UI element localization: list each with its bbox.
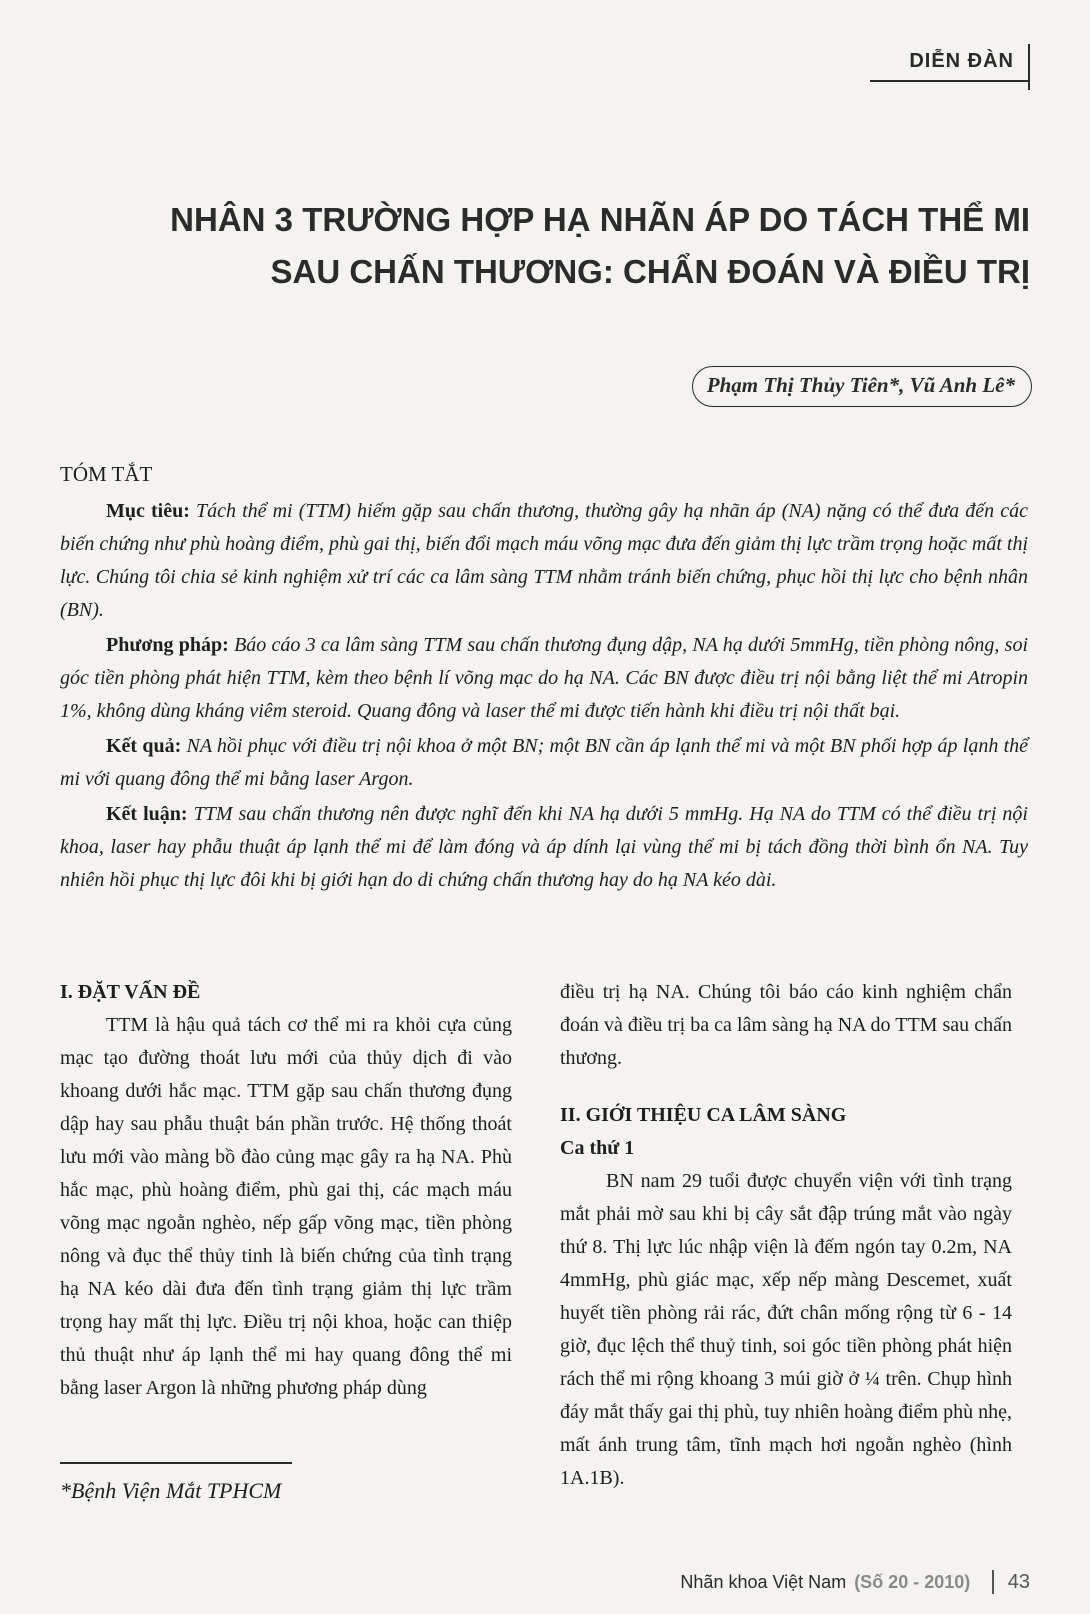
footnote-rule xyxy=(60,1462,292,1464)
section2-heading: II. GIỚI THIỆU CA LÂM SÀNG xyxy=(560,1104,847,1126)
abstract-objective xyxy=(60,495,1028,627)
journal-issue: (Số 20 - 2010) xyxy=(854,1571,971,1592)
conclusion-text: TTM sau chấn thương nên được nghĩ đến khi NA hạ dưới 5 mmHg. Hạ NA do TTM có thể điều trị nội khoa, laser hay phẫu thuật áp lạnh thể mi để làm đóng và áp dính lại vùng thể mi bị tách đồng thời bình ổn NA. Tuy nhiên hồi phục thị lực đôi khi bị giới hạn do di chứng chấn thương hay do hạ NA kéo dài. xyxy=(60,803,1028,891)
abstract-result xyxy=(60,730,1028,796)
method-label: Phương pháp: xyxy=(106,634,229,656)
result-label: Kết quả: xyxy=(106,735,182,757)
article-title-line-1: NHÂN 3 TRƯỜNG HỢP HẠ NHÃN ÁP DO TÁCH THỂ MI xyxy=(170,201,1030,238)
case1-heading: Ca thứ 1 xyxy=(560,1137,635,1159)
conclusion-label: Kết luận: xyxy=(106,803,188,825)
right-column xyxy=(560,976,1012,1495)
section-tag-label: DIỄN ĐÀN xyxy=(909,50,1014,72)
abstract xyxy=(60,458,1028,899)
article-title xyxy=(50,194,1030,298)
result-text: NA hồi phục với điều trị nội khoa ở một BN; một BN cần áp lạnh thể mi và một BN phối hợp áp lạnh thể mi với quang đông thể mi bằng laser Argon. xyxy=(60,735,1029,790)
method-text: Báo cáo 3 ca lâm sàng TTM sau chấn thương đụng dập, NA hạ dưới 5mmHg, tiền phòng nông, soi góc tiền phòng phát hiện TTM, kèm theo bệnh lí võng mạc do hạ NA. Các BN được điều trị nội bằng liệt thể mi Atropin 1%, không dùng kháng viêm steroid. Quang đông và laser thể mi được tiến hành khi điều trị nội thất bại. xyxy=(60,634,1029,722)
objective-label: Mục tiêu: xyxy=(106,500,190,522)
left-column xyxy=(60,976,512,1405)
page-number: 43 xyxy=(1007,1570,1030,1593)
section-tag-divider xyxy=(1028,44,1030,90)
section1-heading: I. ĐẶT VẤN ĐỀ xyxy=(60,981,201,1003)
objective-text: Tách thể mi (TTM) hiếm gặp sau chấn thương, thường gây hạ nhãn áp (NA) nặng có thể đưa đến các biến chứng như phù hoàng điểm, phù gai thị, biến đổi mạch máu võng mạc đưa đến giảm thị lực trầm trọng hoặc mất thị lực. Chúng tôi chia sẻ kinh nghiệm xử trí các ca lâm sàng TTM nhằm tránh biến chứng, phục hồi thị lực cho bệnh nhân (BN). xyxy=(60,500,1029,621)
abstract-conclusion xyxy=(60,798,1028,897)
authors: Phạm Thị Thủy Tiên*, Vũ Anh Lê* xyxy=(692,366,1032,407)
page-footer xyxy=(680,1570,1030,1594)
footer-divider xyxy=(992,1570,994,1594)
section-tag xyxy=(870,44,1030,82)
footnote: *Bệnh Viện Mắt TPHCM xyxy=(60,1478,282,1503)
case1-paragraph: BN nam 29 tuổi được chuyển viện với tình trạng mắt phải mờ sau khi bị cây sắt đập trúng mắt vào ngày thứ 8. Thị lực lúc nhập viện là đếm ngón tay 0.2m, NA 4mmHg, phù giác mạc, xếp nếp màng Descemet, xuất huyết tiền phòng rải rác, đứt chân mống rộng từ 6 - 14 giờ, đục lệch thể thuỷ tinh, soi góc tiền phòng phát hiện rách thể mi rộng khoang 3 múi giờ ở ¼ trên. Chụp hình đáy mắt thấy gai thị phù, tuy nhiên hoàng điểm phù nhẹ, mất ánh trung tâm, tĩnh mạch hơi ngoằn nghèo (hình 1A.1B). xyxy=(560,1170,1012,1489)
article-title-line-2: SAU CHẤN THƯƠNG: CHẨN ĐOÁN VÀ ĐIỀU TRỊ xyxy=(270,253,1030,290)
abstract-method xyxy=(60,629,1028,728)
journal-name: Nhãn khoa Việt Nam xyxy=(680,1571,847,1592)
abstract-heading: TÓM TẮT xyxy=(60,462,153,486)
section1-continuation: điều trị hạ NA. Chúng tôi báo cáo kinh nghiệm chẩn đoán và điều trị ba ca lâm sàng hạ NA do TTM sau chấn thương. xyxy=(560,981,1012,1069)
section1-paragraph: TTM là hậu quả tách cơ thể mi ra khỏi cựa củng mạc tạo đường thoát lưu mới của thủy dịch đi vào khoang dưới hắc mạc. TTM gặp sau chấn thương đụng dập hay sau phẫu thuật bán phần trước. Hệ thống thoát lưu mới vào màng bồ đào củng mạc gây ra hạ NA. Phù hắc mạc, phù hoàng điểm, phù gai thị, các mạch máu võng mạc ngoằn nghèo, nếp gấp võng mạc, tiền phòng nông và đục thể thủy tinh là biến chứng của tình trạng hạ NA kéo dài đưa đến tình trạng giảm thị lực trầm trọng hay mất thị lực. Điều trị nội khoa, hoặc can thiệp thủ thuật như áp lạnh thể mi hay quang đông thể mi bằng laser Argon là những phương pháp dùng xyxy=(60,1014,512,1399)
